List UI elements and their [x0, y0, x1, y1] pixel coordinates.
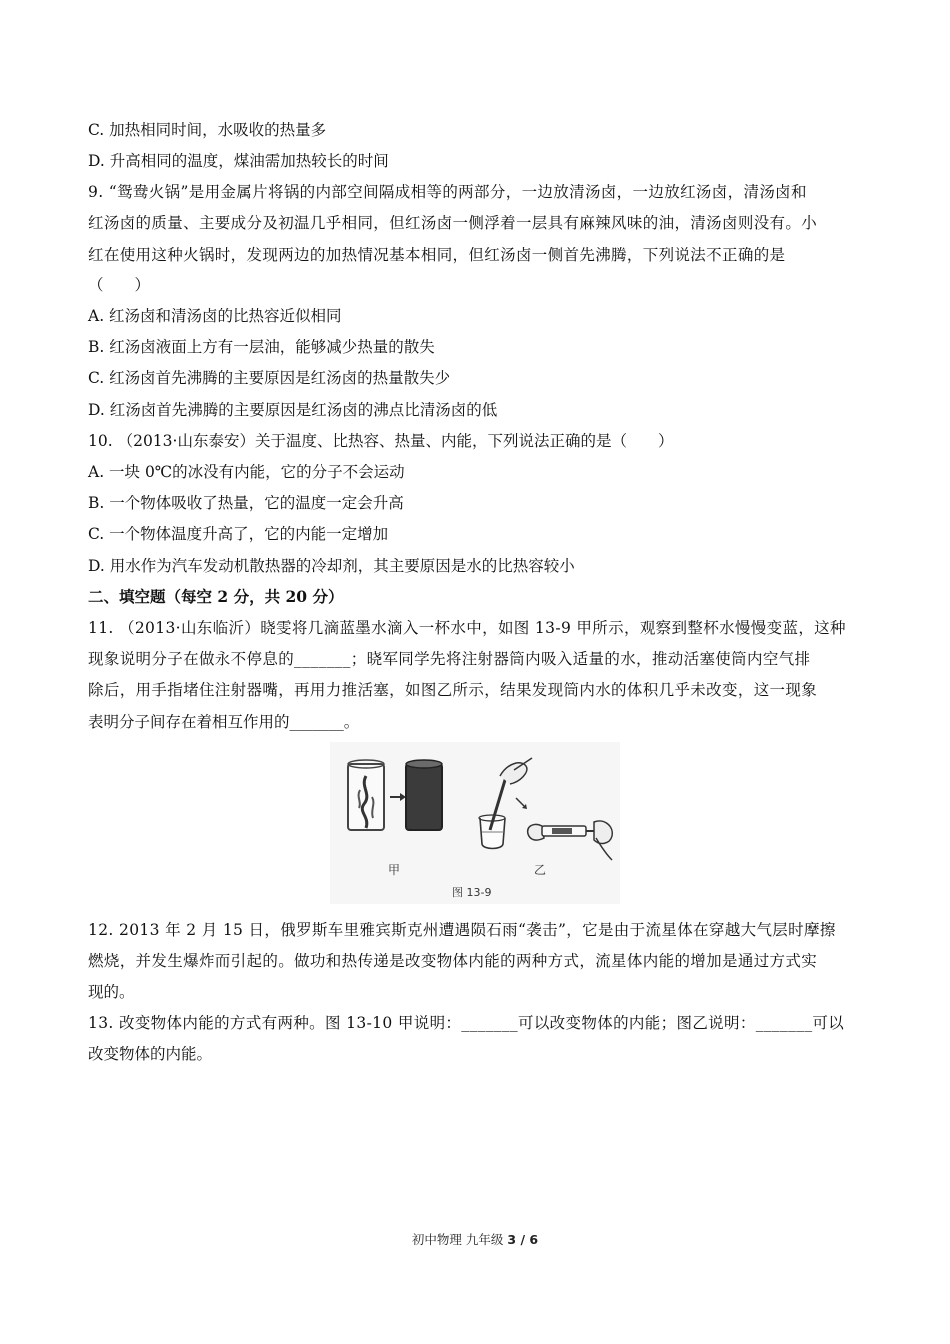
q11-stem-line-2: 现象说明分子在做永不停息的_______；晓军同学先将注射器筒内吸入适量的水，推动活塞使筒内空气排	[88, 650, 811, 668]
arrow-icon	[390, 793, 406, 801]
q10-option-c: C. 一个物体温度升高了，它的内能一定增加	[88, 525, 389, 543]
q8-option-c: C. 加热相同时间，水吸收的热量多	[88, 121, 327, 139]
q11-stem-line-3: 除后，用手指堵住注射器嘴，再用力推活塞，如图乙所示，结果发现筒内水的体积几乎未改变，这一现象	[88, 681, 818, 699]
q13-stem-line-1: 13. 改变物体内能的方式有两种。图 13-10 甲说明：_______可以改变物体的内能；图乙说明：_______可以	[88, 1014, 845, 1032]
q9-option-c: C. 红汤卤首先沸腾的主要原因是红汤卤的热量散失少	[88, 369, 451, 387]
figure-label-jia: 甲	[388, 863, 401, 877]
section-heading: 二、填空题（每空 2 分，共 20 分）	[88, 587, 344, 606]
q9-stem-line-1: 9. “鸳鸯火锅”是用金属片将锅的内部空间隔成相等的两部分，一边放清汤卤，一边放红汤卤，清汤卤和	[88, 183, 807, 201]
page-footer	[0, 1230, 950, 1248]
q13-stem-line-2: 改变物体的内能。	[88, 1045, 213, 1063]
q9-answer-bracket: （ ）	[88, 276, 151, 294]
q8-option-d: D. 升高相同的温度，煤油需加热较长的时间	[88, 152, 389, 170]
small-arrow-icon	[516, 798, 527, 809]
figure-13-9-illustration	[330, 742, 620, 904]
footer-subject: 初中物理 九年级	[411, 1232, 504, 1247]
q10-option-a: A. 一块 0℃的冰没有内能，它的分子不会运动	[88, 463, 405, 481]
figure-label-yi: 乙	[534, 863, 547, 877]
q12-stem-line-3: 现的。	[88, 983, 135, 1001]
q11-stem-line-4: 表明分子间存在着相互作用的_______。	[88, 713, 360, 731]
q12-stem-line-1: 12. 2013 年 2 月 15 日，俄罗斯车里雅宾斯克州遭遇陨石雨“袭击”，它是由于流星体在穿越大气层时摩擦	[88, 921, 836, 939]
syringe-in-beaker	[479, 758, 532, 849]
footer-page-number: 3 / 6	[507, 1232, 539, 1247]
glass-fully-blue	[406, 760, 442, 830]
q9-option-b: B. 红汤卤液面上方有一层油，能够减少热量的散失	[88, 338, 435, 356]
q10-option-d: D. 用水作为汽车发动机散热器的冷却剂，其主要原因是水的比热容较小	[88, 557, 575, 575]
q11-stem-line-1: 11. （2013·山东临沂）晓雯将几滴蓝墨水滴入一杯水中，如图 13-9 甲所示，观察到整杯水慢慢变蓝，这种	[88, 619, 846, 637]
q9-stem-line-3: 红在使用这种火锅时，发现两边的加热情况基本相同，但红汤卤一侧首先沸腾，下列说法不正确的是	[88, 246, 786, 264]
glass-with-ink-drop	[348, 760, 384, 830]
q9-option-a: A. 红汤卤和清汤卤的比热容近似相同	[88, 307, 342, 325]
hands-pressing-syringe	[528, 821, 613, 860]
q9-stem-line-2: 红汤卤的质量、主要成分及初温几乎相同，但红汤卤一侧浮着一层具有麻辣风味的油，清汤卤则没有。小	[88, 214, 818, 232]
q10-stem: 10. （2013·山东泰安）关于温度、比热容、热量、内能，下列说法正确的是（ ）	[88, 432, 674, 450]
figure-13-9	[330, 742, 620, 904]
q12-stem-line-2: 燃烧，并发生爆炸而引起的。做功和热传递是改变物体内能的两种方式，流星体内能的增加是通过方式实	[88, 952, 818, 970]
q10-option-b: B. 一个物体吸收了热量，它的温度一定会升高	[88, 494, 404, 512]
q9-option-d: D. 红汤卤首先沸腾的主要原因是红汤卤的沸点比清汤卤的低	[88, 401, 498, 419]
figure-caption: 图 13-9	[452, 886, 492, 899]
